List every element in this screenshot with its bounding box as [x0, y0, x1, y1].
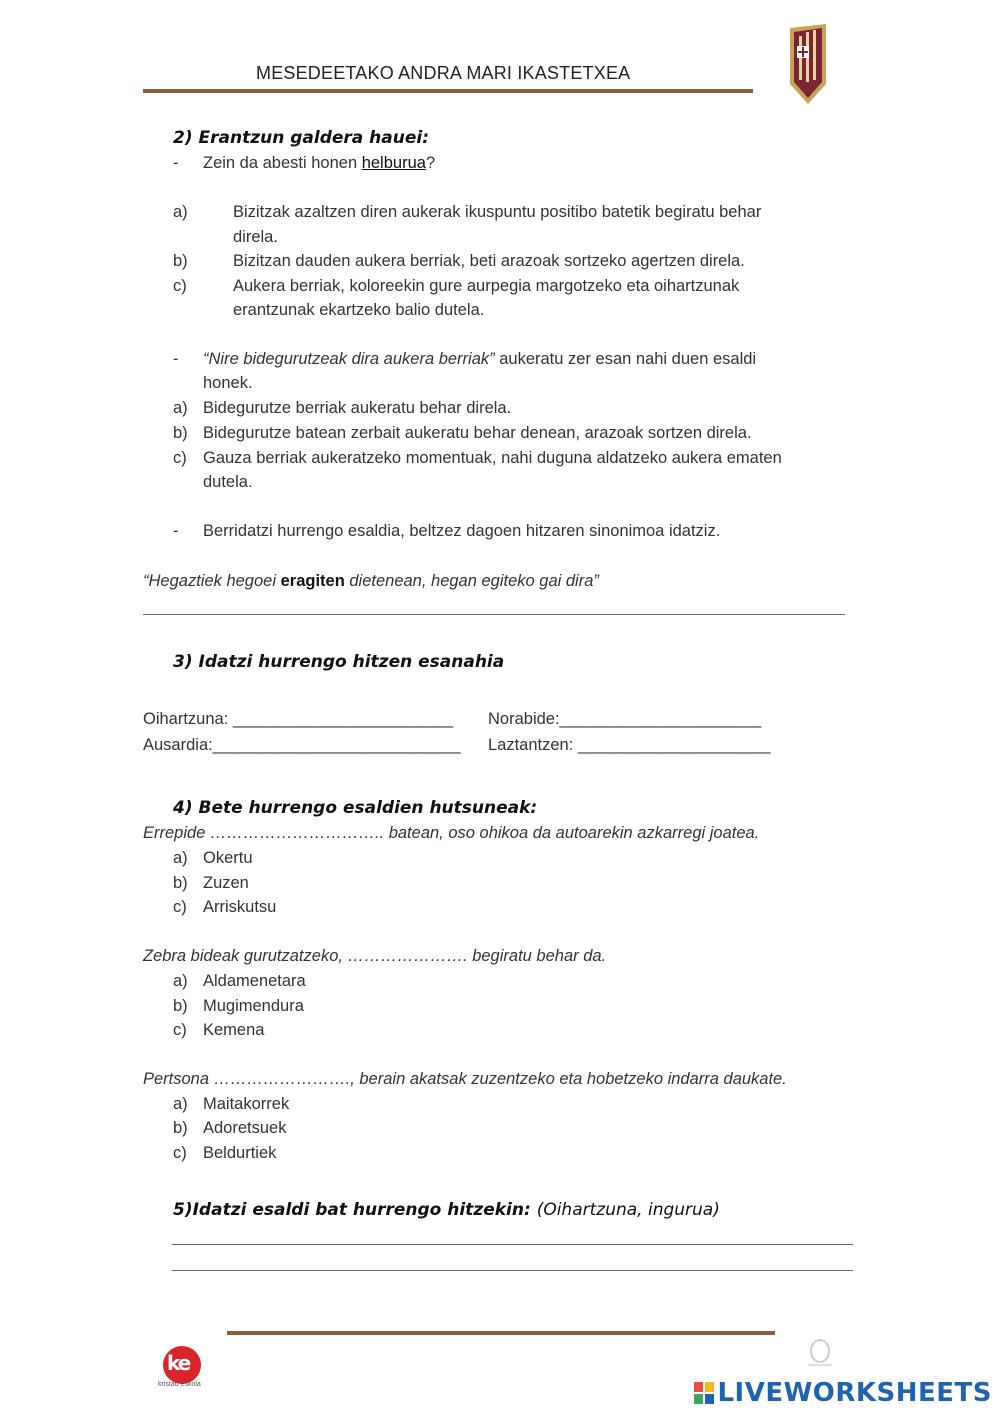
q2-item2-rest: aukeratu zer esan nahi duen esaldi — [494, 350, 757, 368]
helburua-link: helburua — [361, 154, 426, 172]
q4-g3-a-label: a) — [173, 1095, 188, 1113]
seal-icon — [806, 1338, 834, 1368]
q4-g1-b-text[interactable]: Zuzen — [203, 874, 249, 892]
q2-opt-a-line1: Bizitzak azaltzen diren aukerak ikuspuntu positibo batetik begiratu behar — [233, 203, 762, 221]
q4-g1-c-text[interactable]: Arriskutsu — [203, 898, 277, 916]
q2-opt2-a-label: a) — [173, 399, 188, 417]
q2-item2-quote: “Nire bidegurutzeak dira aukera berriak” — [203, 350, 495, 368]
q5-heading — [173, 1200, 720, 1220]
q2-opt2-c-label: c) — [173, 449, 187, 467]
q2-item1-pre: Zein da abesti honen — [203, 154, 362, 172]
q2-answer-line[interactable] — [143, 614, 845, 615]
q4-g2-c-label: c) — [173, 1021, 187, 1039]
q4-heading: 4) Bete hurrengo esaldien hutsuneak: — [173, 798, 538, 818]
q4-g3-b-label: b) — [173, 1119, 188, 1137]
q4-g2-b-text[interactable]: Mugimendura — [203, 997, 304, 1015]
q3-oihartzuna[interactable]: Oihartzuna: ________________________ — [143, 710, 454, 728]
q3-ausardia[interactable]: Ausardia:___________________________ — [143, 736, 461, 754]
q4-g3-c-label: c) — [173, 1144, 187, 1162]
q2-item3: Berridatzi hurrengo esaldia, beltzez dagoen hitzaren sinonimoa idatziz. — [203, 522, 721, 540]
q4-sentence-3: Pertsona ……………………., berain akatsak zuzentzeko eta hobetzeko indarra daukate. — [143, 1070, 787, 1088]
q4-g2-a-label: a) — [173, 972, 188, 990]
q2-item3-dash: - — [173, 522, 179, 540]
header-rule — [143, 89, 753, 93]
q2-opt-b-line1: Bizitzan dauden aukera berriak, beti arazoak sortzeko agertzen direla. — [233, 252, 745, 270]
q2-sentence-bold: eragiten — [280, 572, 345, 590]
q4-g2-c-text[interactable]: Kemena — [203, 1021, 265, 1039]
q2-opt-a-label: a) — [173, 203, 188, 221]
q2-opt2-a-line1: Bidegurutze berriak aukeratu behar direla. — [203, 399, 512, 417]
q2-sentence — [143, 572, 599, 591]
q2-item2-line2: honek. — [203, 374, 253, 392]
q2-opt2-b-line1: Bidegurutze batean zerbait aukeratu behar denean, arazoak sortzen direla. — [203, 424, 752, 442]
ke-logo — [160, 1345, 206, 1391]
q2-heading: 2) Erantzun galdera hauei: — [173, 128, 430, 148]
liveworksheets-watermark — [694, 1378, 992, 1408]
school-name: MESEDEETAKO ANDRA MARI IKASTETXEA — [256, 63, 631, 83]
q3-norabide[interactable]: Norabide:______________________ — [488, 710, 762, 728]
q5-answer-line-1[interactable] — [172, 1244, 853, 1245]
q4-sentence-1: Errepide ………………………….. batean, oso ohikoa da autoarekin azkarregi joatea. — [143, 824, 760, 842]
ke-caption: kristau eskola — [158, 1381, 201, 1388]
q5-words: (Oihartzuna, ingurua) — [536, 1200, 720, 1220]
q2-sentence-post: dietenean, hegan egiteko gai dira” — [344, 572, 599, 590]
q2-item2-dash: - — [173, 350, 179, 368]
q4-g2-a-text[interactable]: Aldamenetara — [203, 972, 306, 990]
q4-sentence-2: Zebra bideak gurutzatzeko, …………………. begiratu behar da. — [143, 947, 607, 965]
q4-g2-b-label: b) — [173, 997, 188, 1015]
q2-opt-c-line2: erantzunak ekartzeko balio dutela. — [233, 301, 485, 319]
q2-item1-dash: - — [173, 154, 179, 172]
q2-item1-post: ? — [425, 154, 436, 172]
q4-g1-c-label: c) — [173, 898, 187, 916]
q4-g3-b-text[interactable]: Adoretsuek — [203, 1119, 287, 1137]
q4-g3-c-text[interactable]: Beldurtiek — [203, 1144, 277, 1162]
q2-opt2-b-label: b) — [173, 424, 188, 442]
school-logo — [788, 22, 828, 106]
q4-g1-a-text[interactable]: Okertu — [203, 849, 253, 867]
q2-opt2-c-line2: dutela. — [203, 473, 253, 491]
q2-sentence-pre: “Hegaztiek hegoei — [143, 572, 281, 590]
q4-g1-b-label: b) — [173, 874, 188, 892]
q4-g1-a-label: a) — [173, 849, 188, 867]
q2-opt-a-line2: direla. — [233, 228, 278, 246]
q2-opt2-c-line1: Gauza berriak aukeratzeko momentuak, nahi duguna aldatzeko aukera ematen — [203, 449, 782, 467]
liveworksheets-icon — [694, 1382, 714, 1404]
liveworksheets-text: LIVEWORKSHEETS — [717, 1378, 992, 1408]
q5-heading-text: 5)Idatzi esaldi bat hurrengo hitzekin: — [173, 1200, 531, 1220]
q4-g3-a-text[interactable]: Maitakorrek — [203, 1095, 290, 1113]
q5-answer-line-2[interactable] — [172, 1270, 853, 1271]
q3-laztantzen[interactable]: Laztantzen: _____________________ — [488, 736, 771, 754]
q3-heading: 3) Idatzi hurrengo hitzen esanahia — [173, 652, 505, 672]
footer-rule — [227, 1331, 775, 1335]
ke-logo-text: ke — [167, 1351, 190, 1375]
q2-item2 — [203, 350, 756, 369]
q2-item1 — [203, 154, 435, 173]
q2-opt-c-label: c) — [173, 277, 187, 295]
q2-opt-b-label: b) — [173, 252, 188, 270]
q2-opt-c-line1: Aukera berriak, koloreekin gure aurpegia margotzeko eta oihartzunak — [233, 277, 740, 295]
